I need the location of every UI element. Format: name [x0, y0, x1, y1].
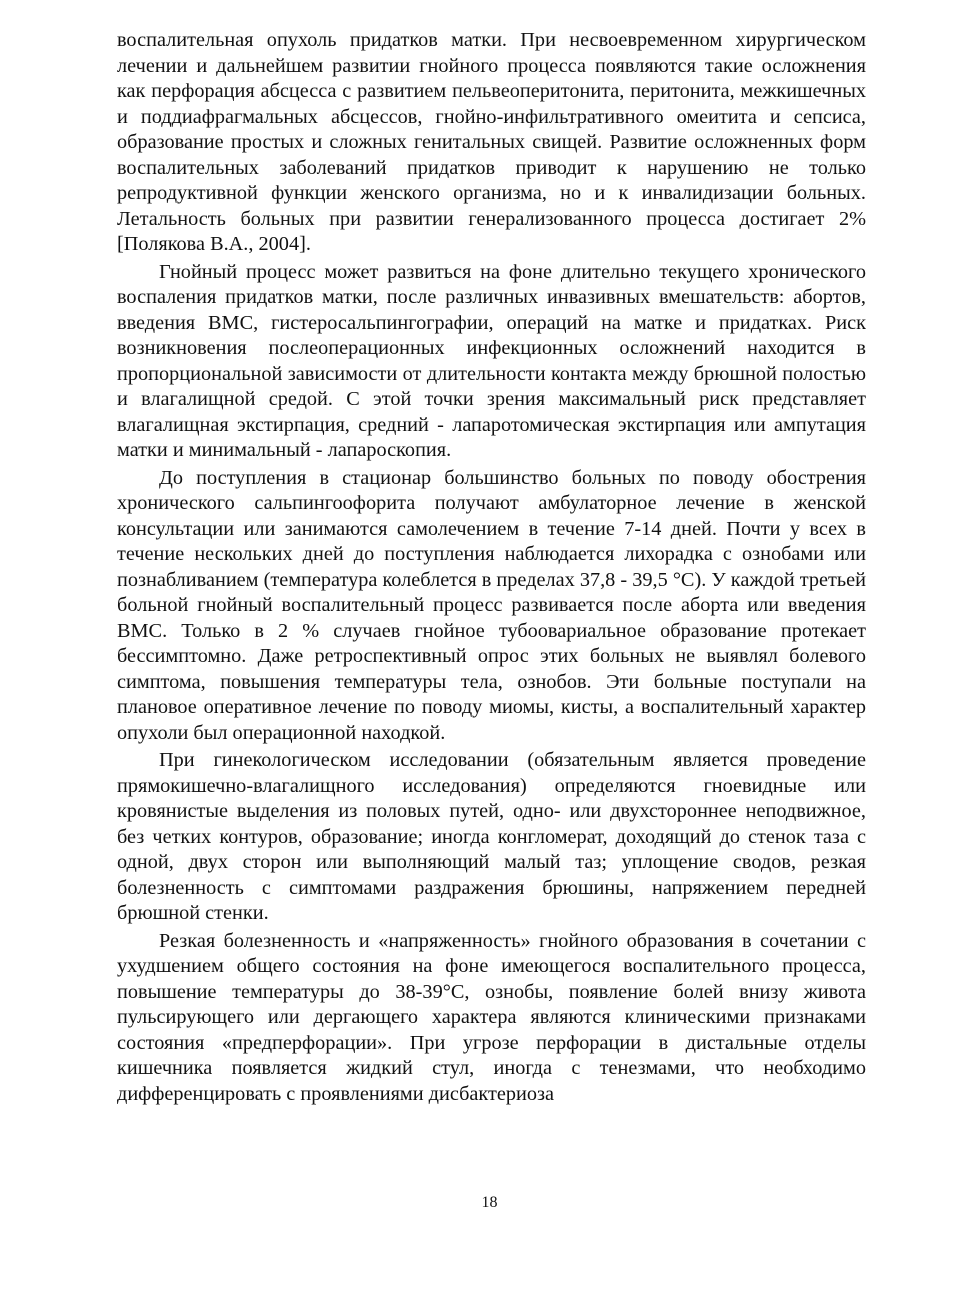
paragraph-4: При гинекологическом исследовании (обязательным является проведение прямокишечно-влагалищного исследования) определяются гноевидные или кровянистые выделения из половых путей, одно- или двухстороннее неподвижное, без четких контуров, образование; иногда конгломерат, доходящий до стенок таза с одной, двух сторон или выполняющий малый таз; уплощение сводов, резкая болезненность с симптомами раздражения брюшины, напряжением передней брюшной стенки. — [117, 749, 866, 924]
paragraph-2: Гнойный процесс может развиться на фоне длительно текущего хронического воспаления придатков матки, после различных инвазивных вмешательств: абортов, введения ВМС, гистеросальпингографии, операций на матке и придатках. Риск возникновения послеоперационных инфекционных осложнений находится в пропорциональной зависимости от длительности контакта между брюшной полостью и влагалищной средой. С этой точки зрения максимальный риск представляет влагалищная экстирпация, средний - лапаротомическая экстирпация или ампутация матки и минимальный - лапароскопия. — [117, 260, 866, 461]
page-number: 18 — [481, 1194, 498, 1211]
paragraph-3: До поступления в стационар большинство больных по поводу обострения хронического сальпингоофорита получают амбулаторное лечение в женской консультации или занимаются самолечением в течение 7-14 дней. Почти у всех в течение нескольких дней до поступления наблюдается лихорадка с ознобами или познабливанием (температура колеблется в пределах 37,8 - 39,5 °С). У каждой третьей больной гнойный воспалительный процесс развивается после аборта или введения ВМС. Только в 2 % случаев гнойное тубоовариальное образование протекает бессимптомно. Даже ретроспективный опрос этих больных не выявлял болевого симптома, повышения температуры тела, ознобов. Эти больные поступали на плановое оперативное лечение по поводу миомы, кисты, а воспалительный характер опухоли был операционной находкой. — [117, 466, 866, 744]
page-body — [117, 28, 866, 1107]
paragraph-1: воспалительная опухоль придатков матки. При несвоевременном хирургическом лечении и дальнейшем развитии гнойного процесса появляются такие осложнения как перфорация абсцесса с развитием пельвеоперитонита, перитонита, межкишечных и поддиафрагмальных абсцессов, гнойно-инфильтративного омеитита и сепсиса, образование простых и сложных генитальных свищей. Развитие осложненных форм воспалительных заболеваний придатков приводит к нарушению не только репродуктивной функции женского организма, но и к инвалидизации больных. Летальность больных при развитии генерализованного процесса достигает 2% [Полякова В.А., 2004]. — [117, 29, 866, 255]
paragraph-5: Резкая болезненность и «напряженность» гнойного образования в сочетании с ухудшением общего состояния на фоне имеющегося воспалительного процесса, повышение температуры до 38-39°С, ознобы, появление болей внизу живота пульсирующего или дергающего характера являются клиническими признаками состояния «предперфорации». При угрозе перфорации в дистальные отделы кишечника появляется жидкий стул, иногда с тенезмами, что необходимо дифференцировать с проявлениями дисбактериоза — [117, 929, 866, 1105]
